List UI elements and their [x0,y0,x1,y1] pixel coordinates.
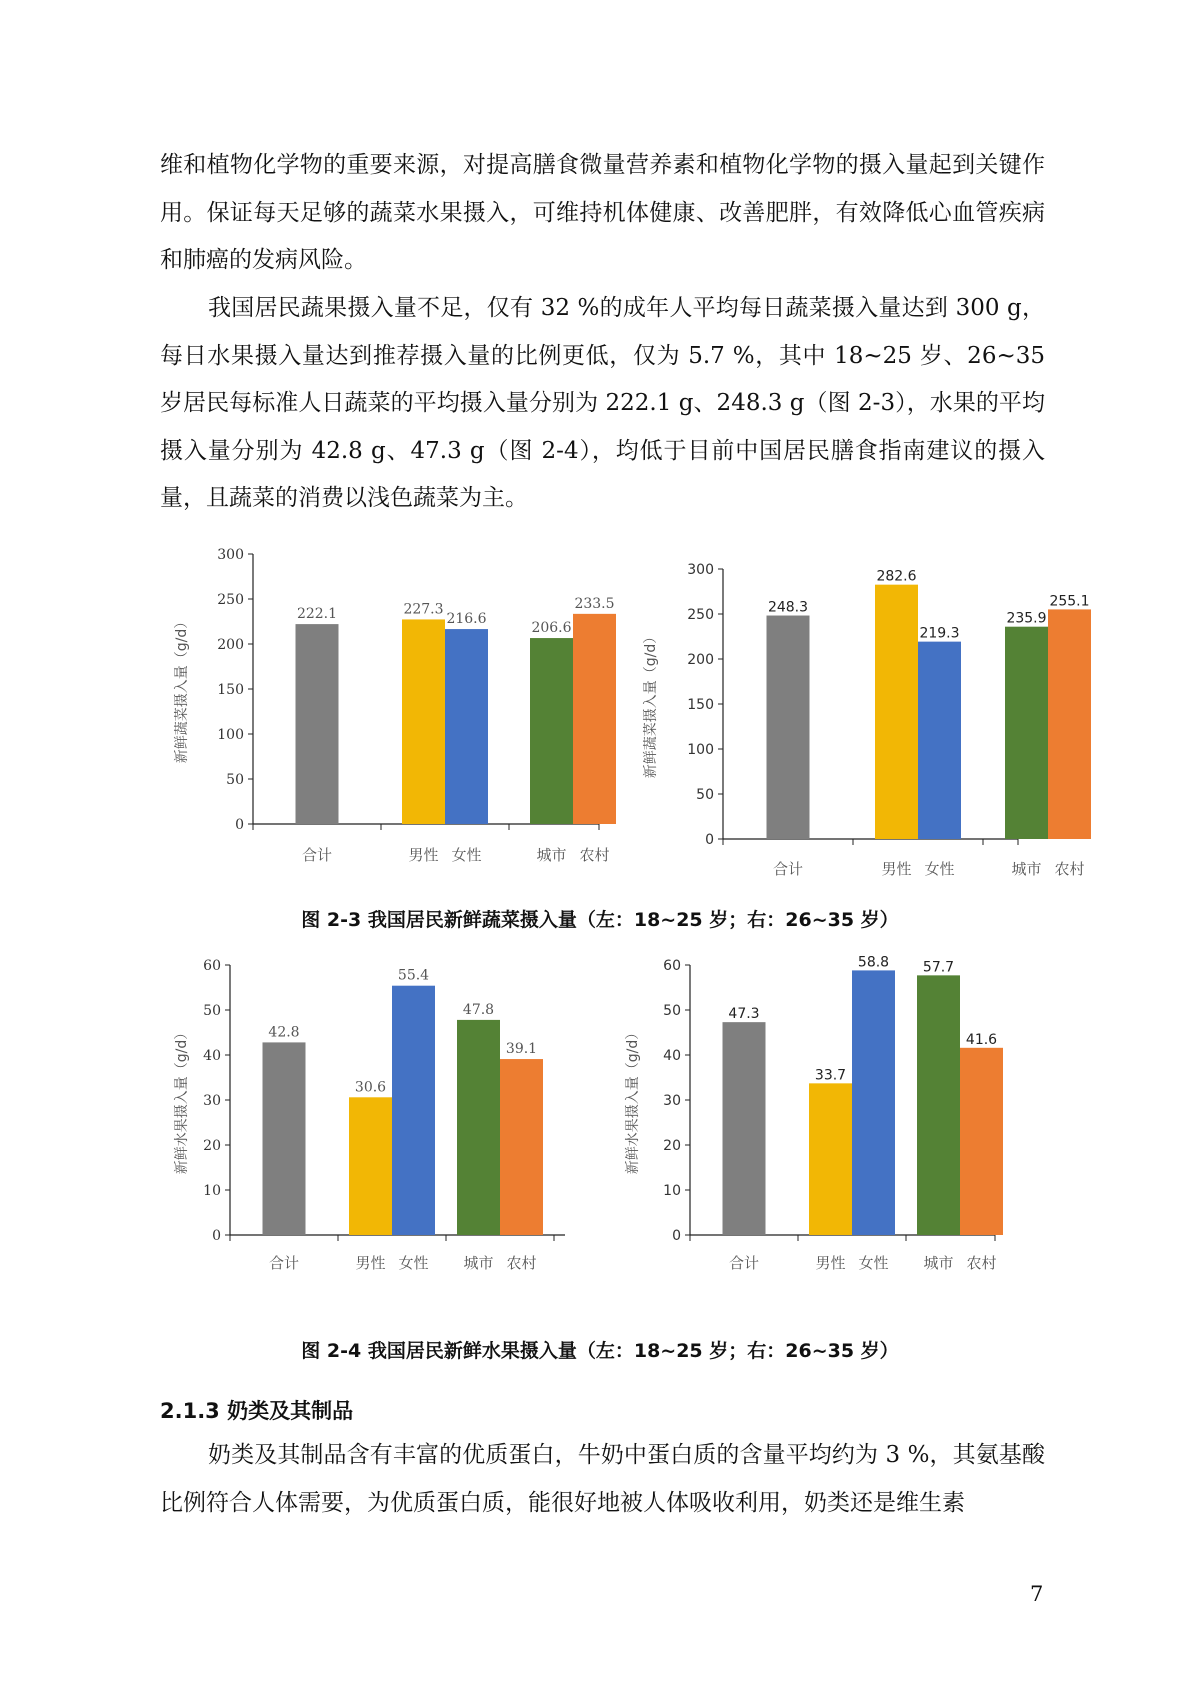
y-tick-label: 10 [203,1183,221,1199]
y-tick-label: 150 [217,682,244,698]
bar-male [402,619,445,824]
y-axis-label: 新鲜水果摄入量（g/d） [174,1025,190,1175]
bar-female [392,986,435,1235]
figure-2-4-caption: 图 2-4 我国居民新鲜水果摄入量（左：18~25 岁；右：26~35 岁） [301,1340,899,1362]
x-category-label: 城市 [923,1254,954,1272]
bar-value-label: 206.6 [531,620,572,637]
bar-total [296,624,339,824]
bar-value-label: 39.1 [505,1041,538,1058]
bar-value-label: 248.3 [767,599,809,616]
fruit-chart-26-35 [615,954,1035,1325]
bar-value-label: 282.6 [876,568,917,585]
bar-total [263,1042,306,1235]
bar-male [875,585,918,839]
y-tick-label: 20 [663,1138,681,1154]
x-category-label: 女性 [858,1254,889,1272]
bar-value-label: 227.3 [403,601,444,618]
bar-male [349,1097,392,1235]
bar-female [852,970,895,1235]
y-tick-label: 0 [235,817,244,833]
y-axis-label: 新鲜蔬菜摄入量（g/d） [643,629,659,779]
paragraph-intro: 维和植物化学物的重要来源，对提高膳食微量营养素和植物化学物的摄入量起到关键作用。保证每天足够的蔬菜水果摄入，可维持机体健康、改善肥胖，有效降低心血管疾病和肺癌的发病风险。 [160,152,1045,273]
bar-value-label: 47.3 [728,1006,760,1023]
x-category-label: 农村 [1054,860,1085,878]
y-tick-label: 60 [203,958,221,974]
bar-value-label: 222.1 [296,606,338,623]
y-tick-label: 100 [217,727,244,743]
y-tick-label: 20 [203,1138,221,1154]
y-tick-label: 40 [203,1048,221,1064]
x-category-label: 女性 [924,860,955,878]
x-category-label: 女性 [451,846,482,864]
x-category-label: 男性 [881,860,912,878]
bar-value-label: 47.8 [462,1001,495,1018]
bar-value-label: 30.6 [354,1079,387,1096]
x-category-label: 女性 [398,1254,429,1272]
y-tick-label: 150 [687,697,714,713]
bar-rural [960,1048,1003,1235]
y-tick-label: 300 [217,547,244,563]
x-category-label: 合计 [268,1254,300,1272]
bar-female [918,642,961,839]
y-tick-label: 50 [203,1003,221,1019]
y-tick-label: 200 [687,652,714,668]
y-axis-label: 新鲜蔬菜摄入量（g/d） [174,614,190,764]
y-tick-label: 0 [672,1228,681,1244]
x-category-label: 城市 [1011,860,1042,878]
bar-male [809,1083,852,1235]
bar-rural [573,614,616,824]
y-tick-label: 100 [687,742,714,758]
y-tick-label: 30 [663,1093,681,1109]
bar-value-label: 41.6 [965,1031,998,1048]
bar-value-label: 235.9 [1006,610,1047,627]
bar-rural [1048,609,1091,839]
y-tick-label: 50 [663,1003,681,1019]
bar-female [445,629,488,824]
bar-value-label: 33.7 [814,1067,847,1084]
paragraph-intake: 我国居民蔬果摄入量不足，仅有 32 %的成年人平均每日蔬菜摄入量达到 300 g，每日水果摄入量达到推荐摄入量的比例更低，仅为 5.7 %，其中 18~25 岁、26~35 岁居民每标准人日蔬菜的平均摄入量分别为 222.1 g、248.3 g（图 2-3），水果的平均摄入量分别为 42.8 g、47.3 g（图 2-4），均低于目前中国居民膳食指南建议的摄入量，且蔬菜的消费以浅色蔬菜为主。 [160,295,1045,511]
x-category-label: 农村 [506,1254,537,1272]
fruit-chart-18-25 [165,958,595,1325]
bar-value-label: 55.4 [397,967,430,984]
page-number: 7 [1030,1582,1044,1606]
bar-urban [457,1020,500,1235]
x-category-label: 男性 [408,846,439,864]
vegetable-chart-26-35 [625,535,1090,890]
figure-2-3-caption: 图 2-3 我国居民新鲜蔬菜摄入量（左：18~25 岁；右：26~35 岁） [301,909,899,931]
paragraph-dairy: 奶类及其制品含有丰富的优质蛋白，牛奶中蛋白质的含量平均约为 3 %，其氨基酸比例符合人体需要，为优质蛋白质，能很好地被人体吸收利用，奶类还是维生素 [160,1442,1045,1516]
y-tick-label: 50 [696,787,714,803]
y-tick-label: 10 [663,1183,681,1199]
y-tick-label: 0 [705,832,714,848]
x-category-label: 城市 [463,1254,494,1272]
y-tick-label: 250 [687,607,714,623]
bar-urban [917,975,960,1235]
bar-value-label: 42.8 [268,1024,300,1041]
bar-value-label: 58.8 [857,954,890,971]
bar-total [723,1022,766,1235]
x-category-label: 男性 [355,1254,386,1272]
y-tick-label: 200 [217,637,244,653]
bar-value-label: 233.5 [574,595,615,612]
x-category-label: 男性 [815,1254,846,1272]
y-tick-label: 60 [663,958,681,974]
x-category-label: 农村 [579,846,610,864]
y-tick-label: 50 [226,772,244,788]
y-tick-label: 40 [663,1048,681,1064]
y-tick-label: 300 [687,562,714,578]
bar-urban [530,638,573,824]
x-category-label: 合计 [772,860,804,878]
bar-value-label: 57.7 [922,959,955,976]
y-tick-label: 0 [212,1228,221,1244]
x-category-label: 合计 [301,846,333,864]
y-tick-label: 30 [203,1093,221,1109]
x-category-label: 城市 [536,846,567,864]
section-heading: 2.1.3 奶类及其制品 [160,1399,354,1423]
bar-value-label: 219.3 [919,625,960,642]
bar-value-label: 216.6 [446,611,487,628]
bar-urban [1005,627,1048,839]
bar-total [767,616,810,839]
y-tick-label: 250 [217,592,244,608]
vegetable-chart-18-25 [165,535,630,890]
bar-rural [500,1059,543,1235]
x-category-label: 农村 [966,1254,997,1272]
y-axis-label: 新鲜水果摄入量（g/d） [625,1025,641,1175]
bar-value-label: 255.1 [1049,593,1090,610]
x-category-label: 合计 [728,1254,760,1272]
